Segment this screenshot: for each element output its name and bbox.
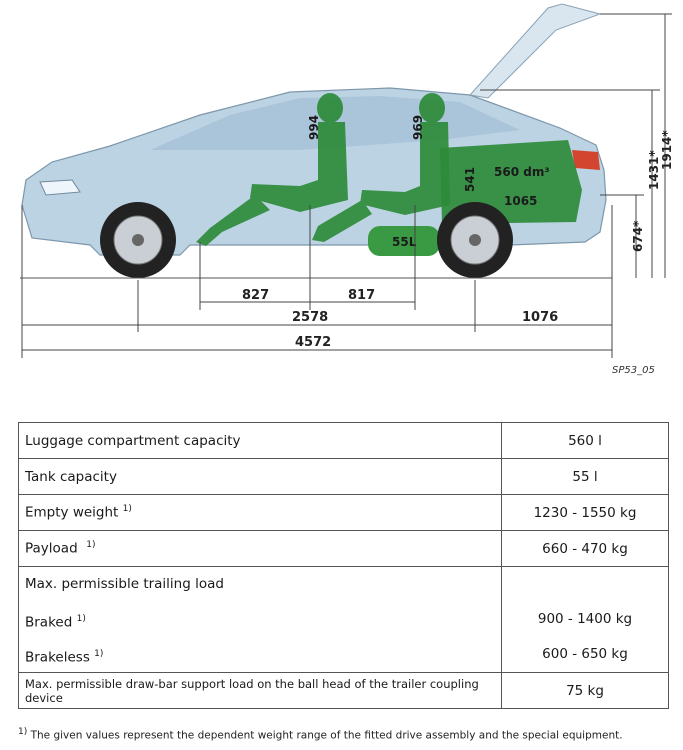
overall-height-label: 1914* — [660, 130, 674, 170]
luggage-length-label: 1065 — [504, 194, 538, 208]
rear-headroom-label: 969 — [411, 114, 425, 140]
group-title: Max. permissible trailing load — [25, 576, 224, 592]
group-row-label-cell — [19, 602, 501, 637]
table-row — [19, 459, 669, 495]
row-label: Tank capacity — [19, 459, 502, 495]
headlight — [40, 180, 80, 195]
footnote-mark: 1) — [76, 614, 86, 624]
overall-length-label: 4572 — [295, 335, 332, 350]
row-label-cell — [19, 495, 502, 531]
table-row — [19, 495, 669, 531]
row-value: 560 l — [502, 423, 669, 459]
group-row-label: Braked — [25, 614, 73, 631]
table-row — [19, 673, 669, 709]
footnote-mark: 1) — [86, 540, 96, 551]
group-row-label: Brakeless — [25, 649, 90, 666]
wheelbase-label: 2578 — [292, 310, 329, 325]
rear-legroom-label: 817 — [348, 288, 376, 303]
front-headroom-label: 994 — [307, 114, 321, 140]
tank-label: 55L — [392, 235, 417, 249]
row-label: Max. permissible draw-bar support load on the ball head of the trailer coupling device — [19, 673, 502, 709]
footnote-mark: 1) — [94, 649, 104, 659]
row-value: 75 kg — [502, 673, 669, 709]
front-legroom-label: 827 — [242, 288, 270, 303]
spec-table — [18, 422, 669, 709]
luggage-volume-label: 560 dm³ — [494, 165, 550, 179]
group-row-value: 600 - 650 kg — [542, 646, 628, 662]
front-wheel — [100, 202, 176, 278]
row-label: Luggage compartment capacity — [19, 423, 502, 459]
tailgate — [470, 4, 600, 98]
height-label: 1431* — [647, 150, 661, 190]
row-label: Payload — [25, 540, 78, 557]
footnote-text: The given values represent the dependent weight range of the fitted drive assembly and the special equipment. — [30, 729, 623, 742]
group-row-label-cell — [19, 637, 501, 672]
table-row — [19, 531, 669, 567]
row-value: 1230 - 1550 kg — [502, 495, 669, 531]
row-value: 55 l — [502, 459, 669, 495]
group-row-value: 900 - 1400 kg — [537, 611, 633, 627]
luggage-height-label: 541 — [463, 166, 477, 192]
footnote — [18, 727, 623, 742]
tail-light — [572, 150, 600, 170]
row-label: Empty weight — [25, 504, 119, 521]
group-values — [502, 567, 669, 673]
footnote-mark: 1) — [18, 727, 28, 737]
row-value: 660 - 470 kg — [502, 531, 669, 567]
figure-code: SP53_05 — [612, 365, 655, 376]
rear-wheel — [437, 202, 513, 278]
trailing-load-group — [19, 567, 669, 673]
loading-sill-label: 674* — [631, 220, 645, 252]
row-label-cell — [19, 531, 502, 567]
group-labels — [19, 567, 502, 673]
group-title-value-empty — [502, 567, 668, 602]
table-row — [19, 423, 669, 459]
rear-overhang-label: 1076 — [522, 310, 559, 325]
footnote-mark: 1) — [122, 504, 132, 515]
